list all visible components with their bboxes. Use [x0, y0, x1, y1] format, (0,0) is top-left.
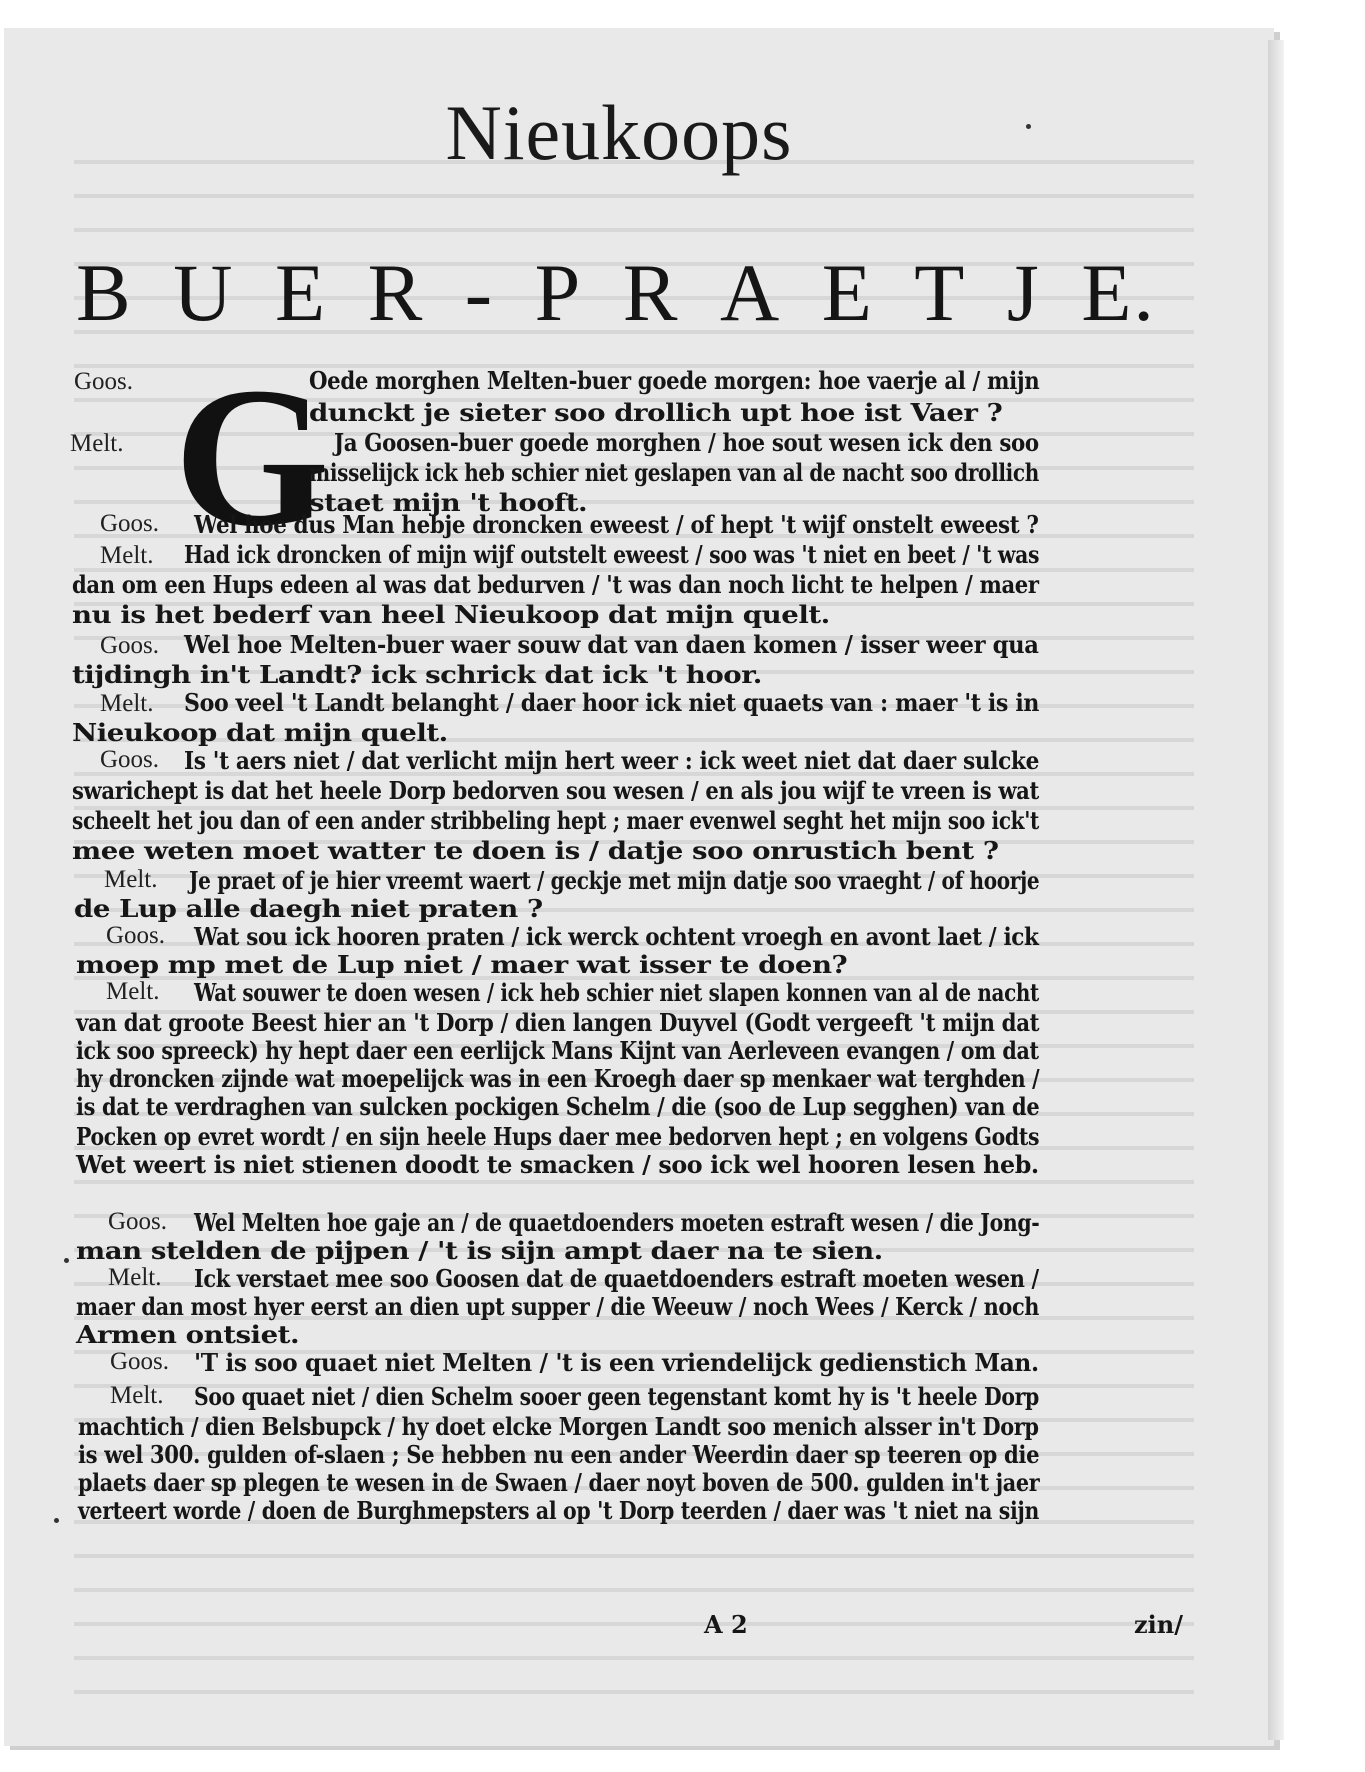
speaker-label: Melt.	[100, 542, 154, 569]
subtitle-letter: -	[464, 247, 495, 338]
page-subtitle	[76, 246, 1156, 340]
text-line: is wel 300. gulden of-slaen ; Se hebben nu een ander Weerdin daer sp teeren op die	[78, 1440, 1040, 1469]
text-line: van dat groote Beest hier an 't Dorp / dien langen Duyvel (Godt vergeeft 't mijn dat	[76, 1008, 1040, 1037]
text-line: dunckt je sieter soo drollich upt hoe ist Vaer ?	[309, 398, 1003, 427]
text-line: Oede morghen Melten-buer goede morgen: hoe vaerje al / mijn	[309, 366, 1040, 395]
text-line: ick soo spreeck) hy hept daer een eerlijck Mans Kijnt van Aerleveen evangen / om dat	[76, 1036, 1039, 1065]
speaker-label: Goos.	[106, 922, 166, 949]
ink-speck	[1026, 124, 1031, 129]
text-line: plaets daer sp plegen te wesen in de Swaen / daer noyt boven de 500. gulden in't jaer	[78, 1468, 1040, 1497]
text-line: Nieukoop dat mijn quelt.	[72, 718, 448, 747]
ink-speck	[54, 1518, 59, 1523]
text-line: Had ick droncken of mijn wijf outstelt eweest / soo was 't niet en beet / 't was	[184, 540, 1040, 569]
text-line: Is 't aers niet / dat verlicht mijn hert weer : ick weet niet dat daer sulcke	[184, 746, 1040, 775]
text-line: de Lup alle daegh niet praten ?	[74, 894, 543, 923]
text-line: maer dan most hyer eerst an dien upt supper / die Weeuw / noch Wees / Kerck / noch	[76, 1292, 1040, 1321]
text-line: is dat te verdraghen van sulcken pockigen Schelm / die (soo de Lup segghen) van de	[76, 1092, 1040, 1121]
text-line: tijdingh in't Landt? ick schrick dat ick 't hoor.	[72, 660, 762, 689]
text-line: swarichept is dat het heele Dorp bedorven sou wesen / en als jou wijf te vreen is wat	[72, 776, 1039, 805]
page-title: Nieukoops	[445, 89, 793, 176]
text-line: moep mp met de Lup niet / maer wat isser te doen?	[76, 950, 848, 979]
speaker-label: Melt.	[70, 430, 124, 457]
speaker-label: Melt.	[106, 978, 160, 1005]
speaker-label: Goos.	[110, 1348, 170, 1375]
speaker-label: Melt.	[108, 1264, 162, 1291]
subtitle-letter: E.	[1081, 247, 1156, 338]
subtitle-letter: A	[719, 247, 782, 338]
subtitle-letter: R	[622, 247, 680, 338]
text-line: dan om een Hups edeen al was dat bedurven / 't was dan noch licht te helpen / maer	[72, 570, 1039, 599]
text-line: hy droncken zijnde wat moepelijck was in een Kroegh daer sp menkaer wat terghden /	[76, 1064, 1040, 1093]
text-line: mee weten moet watter te doen is / datje soo onrustich bent ?	[72, 836, 999, 865]
text-line: staet mijn 't hooft.	[309, 488, 588, 517]
text-line: Wel hoe dus Man hebje droncken eweest / of hept 't wijf onstelt eweest ?	[194, 510, 1039, 539]
catchword: zin/	[1134, 1610, 1183, 1639]
text-line: nu is het bederf van heel Nieukoop dat mijn quelt.	[72, 600, 830, 629]
text-line: Wat souwer te doen wesen / ick heb schier niet slapen konnen van al de nacht	[194, 978, 1039, 1007]
text-line: Soo quaet niet / dien Schelm sooer geen tegenstant komt hy is 't heele Dorp	[194, 1382, 1039, 1411]
signature-mark: A 2	[704, 1610, 748, 1639]
text-line: 'T is soo quaet niet Melten / 't is een vriendelijck gedienstich Man.	[194, 1348, 1039, 1377]
text-line: Ick verstaet mee soo Goosen dat de quaetdoenders estraft moeten wesen /	[194, 1264, 1039, 1293]
subtitle-letter: T	[914, 247, 967, 338]
subtitle-letter: E	[821, 247, 874, 338]
text-line: machtich / dien Belsbupck / hy doet elcke Morgen Landt soo menich alsser in't Dorp	[78, 1412, 1039, 1441]
speaker-label: Goos.	[100, 632, 160, 659]
text-line: Ja Goosen-buer goede morghen / hoe sout wesen ick den soo	[334, 428, 1039, 457]
speaker-label: Melt.	[110, 1382, 164, 1409]
subtitle-letter: P	[534, 247, 583, 338]
text-line: man stelden de pijpen / 't is sijn ampt daer na te sien.	[76, 1236, 883, 1265]
text-line: Wet weert is niet stienen doodt te smacken / soo ick wel hooren lesen heb.	[76, 1150, 1039, 1179]
text-line: misselijck ick heb schier niet geslapen van al de nacht soo drollich	[309, 458, 1039, 487]
book-page	[4, 28, 1274, 1746]
text-line: Wat sou ick hooren praten / ick werck ochtent vroegh en avont laet / ick	[194, 922, 1039, 951]
text-line: Wel Melten hoe gaje an / de quaetdoenders moeten estraft wesen / die Jong-	[194, 1208, 1040, 1237]
text-line: Pocken op evret wordt / en sijn heele Hups daer mee bedorven hept ; en volgens Godts	[76, 1122, 1040, 1151]
drop-cap: G	[174, 347, 330, 568]
subtitle-letter: J	[1006, 247, 1041, 338]
speaker-label: Goos.	[100, 510, 160, 537]
text-line: Wel hoe Melten-buer waer souw dat van daen komen / isser weer qua	[184, 630, 1039, 659]
subtitle-letter: U	[173, 247, 235, 338]
page-edge	[1268, 40, 1284, 1740]
subtitle-letter: B	[76, 247, 133, 338]
text-line: Je praet of je hier vreemt waert / geckje met mijn datje soo vraeght / of hoorje	[189, 866, 1040, 895]
subtitle-letter: R	[367, 247, 425, 338]
text-line: Armen ontsiet.	[76, 1320, 300, 1349]
text-line: scheelt het jou dan of een ander stribbeling hept ; maer evenwel seght het mijn soo ick't	[72, 806, 1039, 835]
subtitle-letter: E	[274, 247, 328, 338]
speaker-label: Goos.	[108, 1208, 168, 1235]
text-line: Soo veel 't Landt belanght / daer hoor ick niet quaets van : maer 't is in	[184, 688, 1040, 717]
speaker-label: Melt.	[104, 866, 158, 893]
speaker-label: Goos.	[100, 746, 160, 773]
speaker-label: Goos.	[74, 368, 134, 395]
text-line: verteert worde / doen de Burghmepsters al op 't Dorp teerden / daer was 't niet na sijn	[78, 1496, 1039, 1525]
speaker-label: Melt.	[100, 690, 154, 717]
ink-speck	[64, 1258, 69, 1263]
